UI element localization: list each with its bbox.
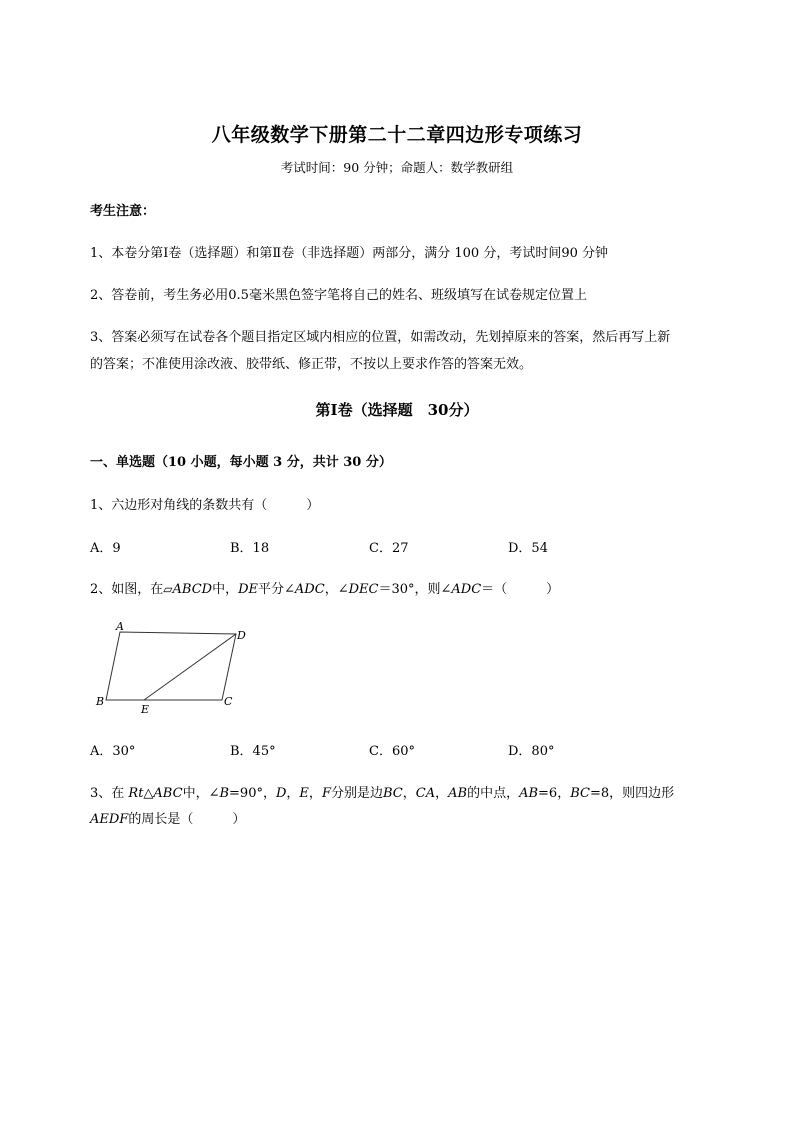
parallelogram-abcd	[106, 632, 236, 700]
q2-option-b[interactable]: B．45°	[230, 744, 276, 759]
q2-option-c[interactable]: C．60°	[369, 744, 415, 759]
exam-info: 考试时间：90 分钟；命题人：数学教研组	[280, 160, 514, 175]
question-3-stem-cont: AEDF的周长是（ ）	[90, 812, 246, 827]
parallelogram-figure	[92, 620, 262, 720]
label-e: E	[141, 703, 150, 716]
question-3-stem: 3、在 Rt△ABC中，∠B=90°，D，E，F分别是边BC，CA，AB的中点，AB=6，BC=8，则四边形	[90, 786, 675, 801]
notice-item-3-cont: 的答案；不准使用涂改液、胶带纸、修正带，不按以上要求作答的答案无效。	[90, 357, 533, 372]
notice-heading: 考生注意：	[90, 204, 156, 219]
label-c: C	[224, 695, 233, 708]
page-title: 八年级数学下册第二十二章四边形专项练习	[211, 124, 583, 146]
label-a: A	[116, 620, 124, 633]
question-1-stem: 1、六边形对角线的条数共有（ ）	[90, 498, 320, 513]
segment-de	[144, 634, 236, 700]
q1-option-b[interactable]: B．18	[230, 541, 270, 556]
q2-option-d[interactable]: D．80°	[508, 744, 555, 759]
part-heading: 一、单选题（10 小题，每小题 3 分，共计 30 分）	[90, 455, 392, 470]
q2-option-a[interactable]: A．30°	[90, 744, 136, 759]
label-b: B	[96, 695, 105, 708]
notice-item-1: 1、本卷分第Ⅰ卷（选择题）和第Ⅱ卷（非选择题）两部分，满分 100 分，考试时间90 分钟	[90, 246, 608, 261]
notice-item-3: 3、答案必须写在试卷各个题目指定区域内相应的位置，如需改动，先划掉原来的答案，然后再写上新	[90, 330, 671, 345]
q1-option-d[interactable]: D．54	[508, 541, 548, 556]
question-2-stem: 2、如图，在▱ABCD中，DE平分∠ADC，∠DEC＝30°，则∠ADC＝（ ）	[90, 582, 560, 597]
section-title: 第Ⅰ卷（选择题 30分）	[315, 401, 479, 419]
q1-option-c[interactable]: C．27	[369, 541, 409, 556]
notice-item-2: 2、答卷前，考生务必用0.5毫米黑色签字笔将自己的姓名、班级填写在试卷规定位置上	[90, 288, 587, 303]
label-d: D	[237, 629, 246, 642]
q1-option-a[interactable]: A．9	[90, 541, 121, 556]
